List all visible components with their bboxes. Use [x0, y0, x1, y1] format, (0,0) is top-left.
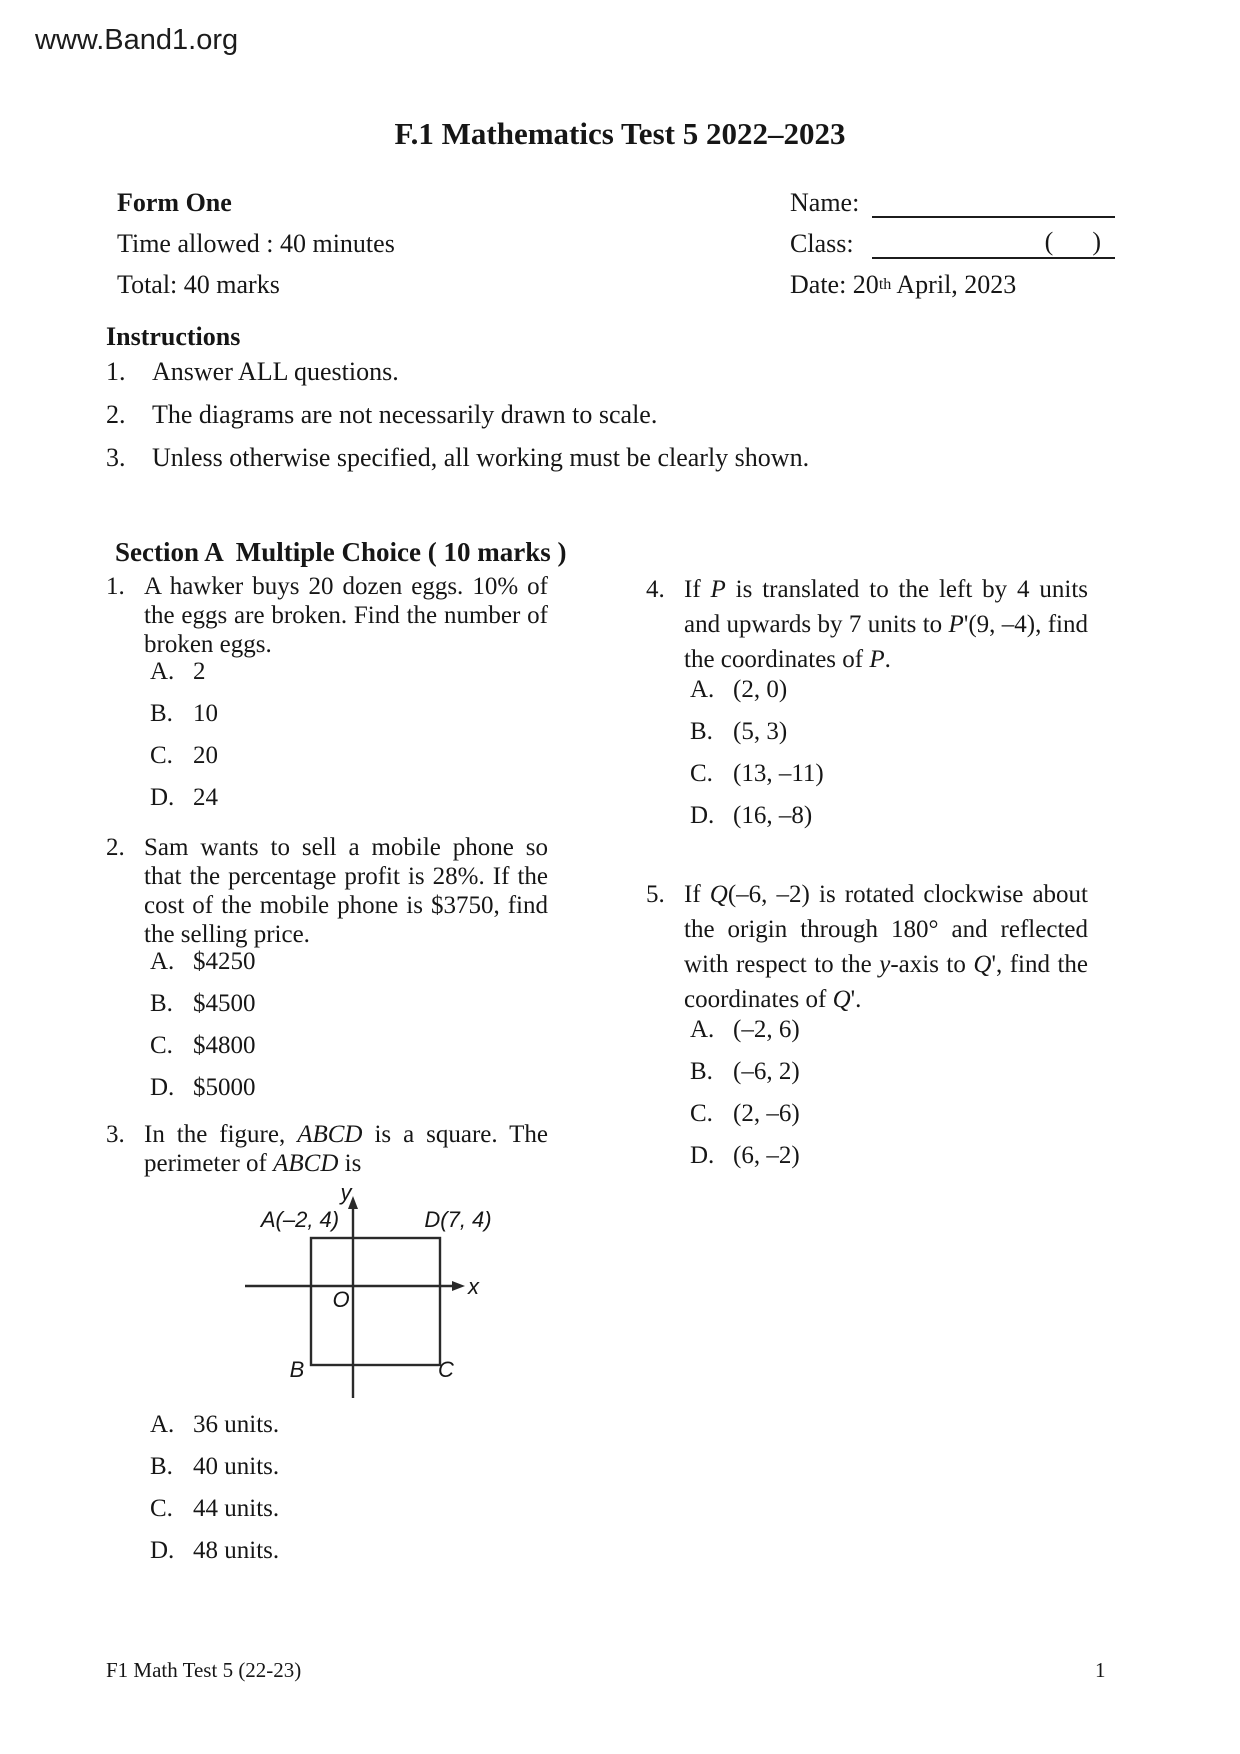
instruction-text: Answer ALL questions. — [152, 356, 399, 386]
instruction-item-2 — [106, 393, 809, 436]
class-label: Class: — [790, 228, 854, 258]
question-2-option-b: B. $4500 — [150, 990, 256, 1017]
question-1-options — [150, 651, 548, 819]
question-2-option-a: A. $4250 — [150, 948, 256, 975]
question-1-option-a: A. 2 — [150, 658, 206, 685]
question-5-options — [690, 1009, 1088, 1177]
question-4-option-a: A. (2, 0) — [690, 676, 788, 703]
option-value: 36 units. — [193, 1411, 280, 1438]
vertex-c-label: C — [438, 1357, 454, 1382]
question-text: Sam wants to sell a mobile phone so that the percentage profit is 28%. If the cost of the mobile phone is $3750, find the selling price. — [144, 834, 548, 948]
instruction-item-3 — [106, 436, 809, 479]
date-label: Date: 20 th April, 2023 — [790, 270, 1017, 299]
x-axis-label: x — [468, 1274, 479, 1299]
question-number: 5. — [646, 881, 665, 908]
instruction-number: 2. — [106, 399, 126, 429]
x-axis-arrow — [452, 1281, 465, 1291]
option-value: (–2, 6) — [733, 1016, 800, 1043]
question-number: 3. — [106, 1121, 125, 1148]
question-text: If P is translated to the left by 4 units and upwards by 7 units to P'(9, –4), find the coordinates of P. — [684, 576, 1088, 673]
question-4 — [646, 572, 1088, 837]
question-3-option-c: C. 44 units. — [150, 1495, 280, 1522]
total-marks-label: Total: 40 marks — [117, 270, 280, 299]
y-axis-label: y — [340, 1182, 352, 1205]
question-text: In the figure, ABCD is a square. The perimeter of ABCD is — [144, 1121, 549, 1177]
name-label: Name: — [790, 187, 860, 217]
question-5-option-c: C. (2, –6) — [690, 1100, 800, 1127]
vertex-b-label: B — [289, 1357, 305, 1382]
question-5-option-d: D. (6, –2) — [690, 1142, 800, 1169]
question-4-option-b: B. (5, 3) — [690, 718, 788, 745]
option-value: (6, –2) — [733, 1142, 800, 1169]
option-value: 48 units. — [193, 1537, 280, 1564]
page-title: F.1 Mathematics Test 5 2022–2023 — [394, 116, 846, 151]
option-value: $4250 — [193, 948, 256, 975]
question-2 — [106, 833, 548, 1109]
question-2-options — [150, 941, 548, 1109]
instruction-number: 1. — [106, 356, 126, 386]
option-value: (16, –8) — [733, 802, 813, 829]
question-3 — [106, 1120, 548, 1572]
class-number-parens: ( ) — [1044, 227, 1101, 256]
question-5-option-b: B. (–6, 2) — [690, 1058, 800, 1085]
question-3-option-a: A. 36 units. — [150, 1411, 280, 1438]
option-value: 20 — [193, 742, 218, 769]
question-1-option-d: D. 24 — [150, 784, 218, 811]
option-value: (2, 0) — [733, 676, 788, 703]
coordinate-plane-figure — [200, 1182, 520, 1412]
question-text: If Q(–6, –2) is rotated clockwise about the origin through 180° and reflected with respect to the y-axis to Q', find the coordinates of Q'. — [684, 881, 1088, 1013]
option-value: (13, –11) — [733, 760, 824, 787]
name-blank-line — [872, 186, 1115, 218]
option-value: (5, 3) — [733, 718, 788, 745]
class-row — [790, 223, 1130, 264]
question-3-option-b: B. 40 units. — [150, 1453, 280, 1480]
question-number: 2. — [106, 834, 125, 861]
instruction-text: Unless otherwise specified, all working must be clearly shown. — [152, 442, 810, 472]
question-number: 1. — [106, 573, 125, 600]
option-value: (2, –6) — [733, 1100, 800, 1127]
section-a-heading: Section A Multiple Choice ( 10 marks ) — [115, 537, 567, 567]
option-value: 40 units. — [193, 1453, 280, 1480]
exam-info-block — [117, 182, 395, 305]
question-4-options — [690, 669, 1088, 837]
vertex-d-label: D(7, 4) — [424, 1207, 492, 1232]
footer-document-title: F1 Math Test 5 (22-23) — [106, 1658, 302, 1682]
option-value: $4800 — [193, 1032, 256, 1059]
option-value: $5000 — [193, 1074, 256, 1101]
question-2-option-c: C. $4800 — [150, 1032, 256, 1059]
question-1-option-c: C. 20 — [150, 742, 218, 769]
question-1-option-b: B. 10 — [150, 700, 218, 727]
question-text: A hawker buys 20 dozen eggs. 10% of the eggs are broken. Find the number of broken eggs. — [144, 573, 548, 658]
question-number: 4. — [646, 576, 665, 603]
option-value: 2 — [193, 658, 206, 685]
footer-page-number: 1 — [1095, 1658, 1106, 1682]
site-watermark: www.Band1.org — [35, 24, 239, 56]
option-value: 24 — [193, 784, 218, 811]
question-5-option-a: A. (–2, 6) — [690, 1016, 800, 1043]
origin-label: O — [332, 1287, 350, 1312]
option-value: 10 — [193, 700, 218, 727]
question-5 — [646, 877, 1088, 1177]
option-value: 44 units. — [193, 1495, 280, 1522]
time-allowed-label: Time allowed : 40 minutes — [117, 229, 395, 258]
vertex-a-label: A(–2, 4) — [260, 1207, 340, 1232]
instructions-block — [106, 324, 809, 479]
instruction-number: 3. — [106, 442, 126, 472]
class-blank-line — [872, 227, 1115, 259]
question-3-options — [150, 1404, 548, 1572]
question-3-option-d: D. 48 units. — [150, 1537, 280, 1564]
question-4-option-d: D. (16, –8) — [690, 802, 813, 829]
question-1 — [106, 572, 548, 819]
student-info-block — [790, 182, 1130, 305]
question-4-option-c: C. (13, –11) — [690, 760, 824, 787]
question-2-option-d: D. $5000 — [150, 1074, 256, 1101]
question-3-figure — [200, 1182, 520, 1412]
instruction-text: The diagrams are not necessarily drawn to scale. — [152, 399, 658, 429]
square-abcd — [311, 1238, 440, 1365]
name-row — [790, 182, 1130, 223]
option-value: $4500 — [193, 990, 256, 1017]
form-level-label: Form One — [117, 188, 232, 217]
instruction-item-1 — [106, 350, 809, 393]
instructions-heading: Instructions — [106, 322, 241, 351]
option-value: (–6, 2) — [733, 1058, 800, 1085]
